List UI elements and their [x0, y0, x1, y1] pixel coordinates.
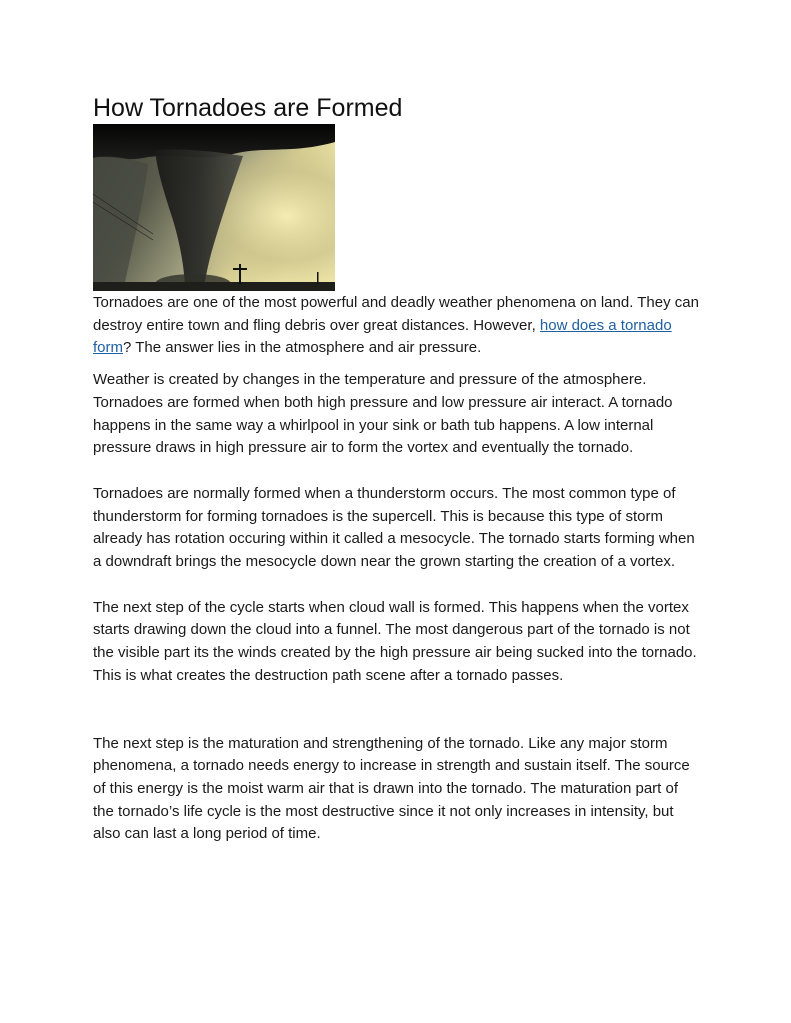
cloud-wall-paragraph: The next step of the cycle starts when cloud wall is formed. This happens when the vortex starts drawing down the cloud into a funnel. The most dangerous part of the tornado is not the visible part its the winds created by the high pressure air being sucked into the tornado. This is what creates the destruction path scene after a tornado passes.: [93, 598, 697, 684]
thunderstorm-paragraph: Tornadoes are normally formed when a thunderstorm occurs. The most common type of thunderstorm for forming tornadoes is the supercell. This is because this type of storm already has rotation occuring within it called a mesocycle. The tornado starts forming when a downdraft brings the mesocycle down near the grown starting the creation of a vortex.: [93, 484, 695, 571]
intro-text-before-link: Tornadoes are one of the most powerful and deadly weather phenomena on land. They can destroy entire town and fling debris over great distances. However,: [93, 294, 699, 334]
page-title: How Tornadoes are Formed: [93, 94, 403, 122]
intro-paragraph: [93, 292, 699, 360]
how-does-a-tornado-form-link[interactable]: how does a tornado form: [93, 316, 672, 357]
weather-paragraph: Weather is created by changes in the temperature and pressure of the atmosphere. Tornadoes are formed when both high pressure and low pressure air interact. A tornado happens in the same way a whirlpool in your sink or bath tub happens. A low internal pressure draws in high pressure air to form the vortex and eventually the tornado.: [93, 371, 673, 457]
document-page: [93, 92, 699, 846]
intro-text-after-link: ? The answer lies in the atmosphere and air pressure.: [123, 339, 482, 357]
tornado-photo: [93, 124, 335, 291]
maturation-paragraph: The next step is the maturation and strengthening of the tornado. Like any major storm phenomena, a tornado needs energy to increase in strength and sustain itself. The source of this energy is the moist warm air that is drawn into the tornado. The maturation part of the tornado’s life cycle is the most destructive since it not only increases in intensity, but also can last a long period of time.: [93, 734, 690, 843]
